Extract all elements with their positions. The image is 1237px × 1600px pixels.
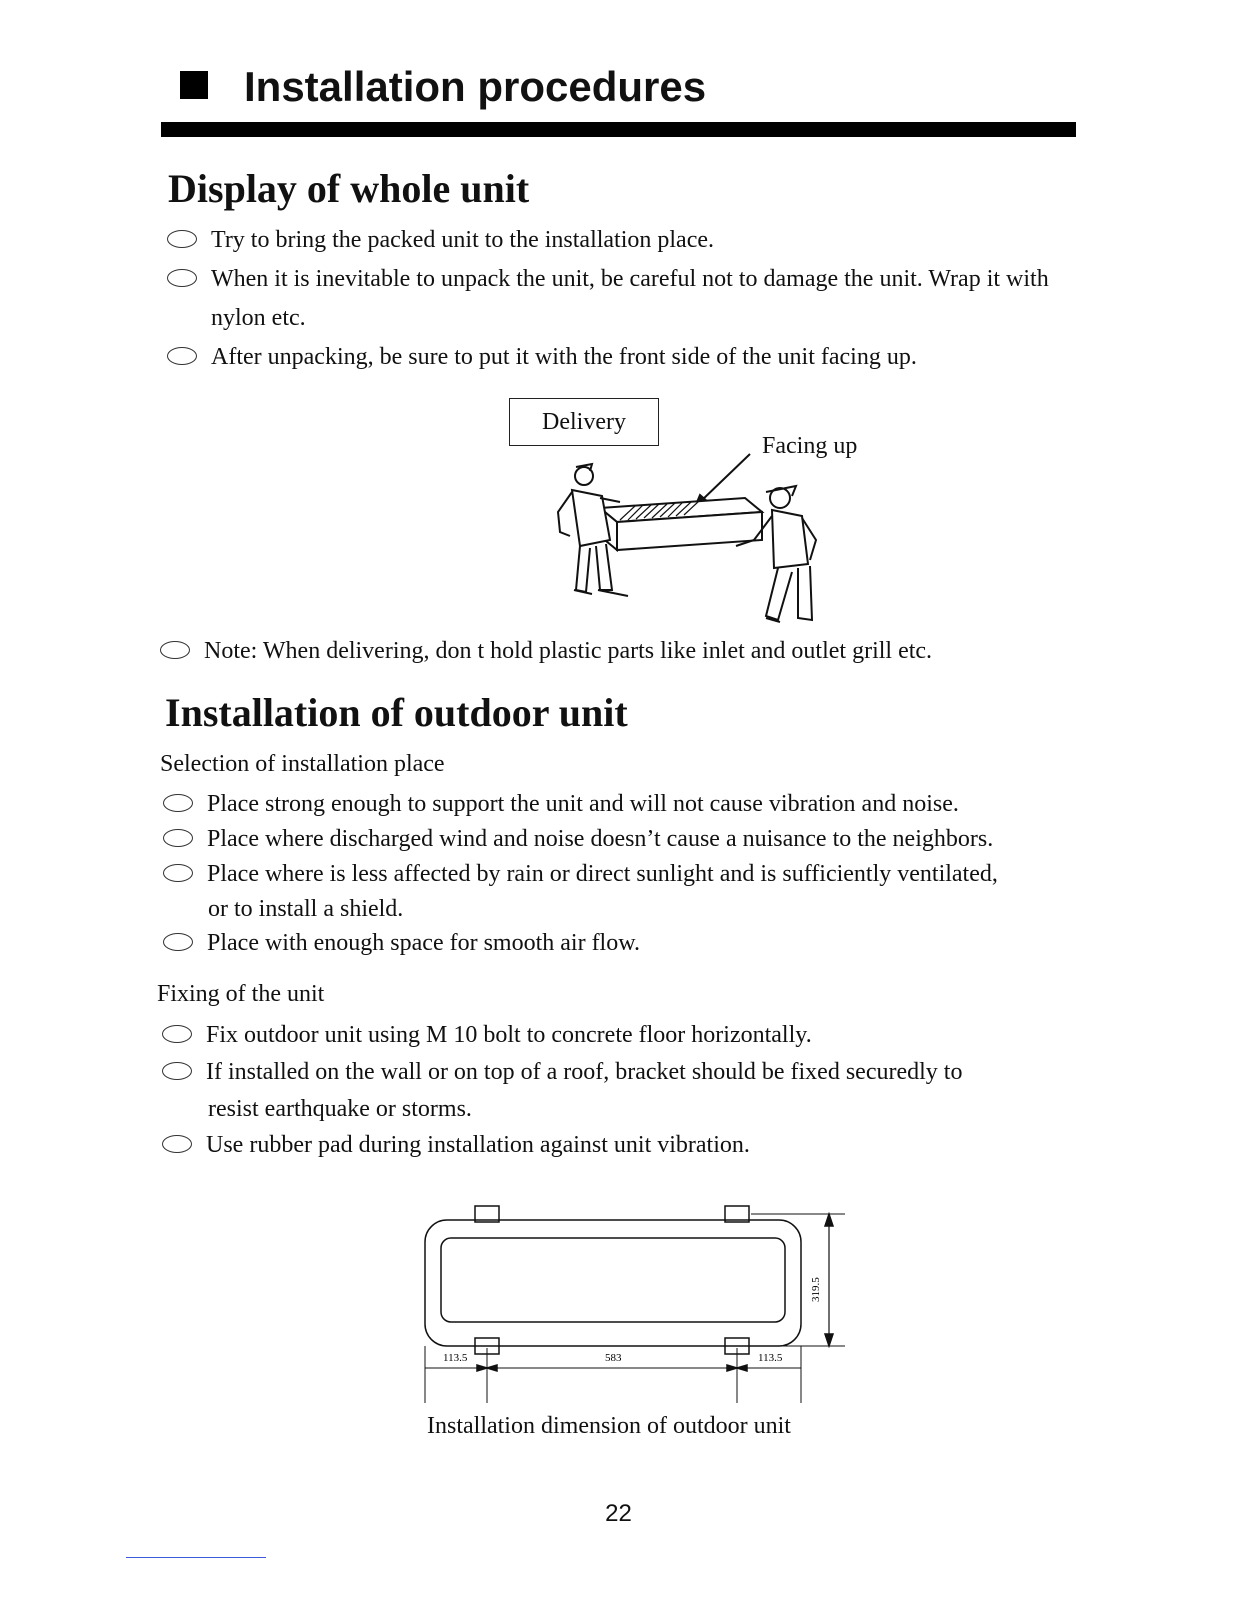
oval-bullet-icon: [167, 230, 197, 248]
facing-up-label: Facing up: [762, 433, 858, 459]
arrow-head-icon: [737, 1365, 747, 1371]
arrow-head-icon: [825, 1214, 833, 1226]
oval-bullet-icon: [163, 829, 193, 847]
list-item: After unpacking, be sure to put it with the front side of the unit facing up.: [167, 343, 917, 371]
list-item: Place with enough space for smooth air flow.: [163, 929, 640, 957]
arrow-head-icon: [825, 1334, 833, 1346]
dim-right-label: 113.5: [758, 1352, 783, 1364]
delivery-label-box: Delivery: [509, 398, 659, 446]
square-bullet-icon: [180, 71, 208, 99]
facing-up-arrow: [700, 454, 750, 502]
list-item: Use rubber pad during installation against unit vibration.: [162, 1131, 750, 1159]
list-item: When it is inevitable to unpack the unit, be careful not to damage the unit. Wrap it with: [167, 265, 1049, 293]
list-item: Try to bring the packed unit to the installation place.: [167, 226, 714, 254]
oval-bullet-icon: [163, 864, 193, 882]
list-item: If installed on the wall or on top of a roof, bracket should be fixed securedly to: [162, 1058, 962, 1086]
oval-bullet-icon: [162, 1062, 192, 1080]
unit-inner-panel: [441, 1238, 785, 1322]
oval-bullet-icon: [163, 933, 193, 951]
list-item-continuation: nylon etc.: [211, 305, 306, 331]
footer-link-underline[interactable]: [126, 1557, 266, 1558]
outdoor-unit-dimension-diagram: [415, 1198, 855, 1408]
note: Note: When delivering, don t hold plastic parts like inlet and outlet grill etc.: [160, 637, 932, 665]
page-title: Installation procedures: [180, 62, 706, 112]
dim-middle-label: 583: [605, 1352, 622, 1364]
diagram-caption: Installation dimension of outdoor unit: [427, 1413, 791, 1439]
oval-bullet-icon: [167, 269, 197, 287]
list-item-continuation: or to install a shield.: [208, 896, 404, 922]
arrow-head-icon: [487, 1365, 497, 1371]
delivery-illustration: [540, 440, 840, 630]
list-item-continuation: resist earthquake or storms.: [208, 1096, 472, 1122]
packed-unit: [600, 498, 762, 550]
dim-left-label: 113.5: [443, 1352, 468, 1364]
list-item: Place where is less affected by rain or direct sunlight and is sufficiently ventilated,: [163, 860, 998, 888]
oval-bullet-icon: [167, 347, 197, 365]
section-heading-outdoor: Installation of outdoor unit: [165, 690, 628, 735]
list-item: Place strong enough to support the unit and will not cause vibration and noise.: [163, 790, 959, 818]
title-rule: [161, 122, 1076, 137]
subheading-fixing: Fixing of the unit: [157, 981, 325, 1007]
oval-bullet-icon: [163, 794, 193, 812]
oval-bullet-icon: [162, 1135, 192, 1153]
list-item: Place where discharged wind and noise doesn’t cause a nuisance to the neighbors.: [163, 825, 993, 853]
subheading-selection: Selection of installation place: [160, 751, 445, 777]
oval-bullet-icon: [162, 1025, 192, 1043]
list-item: Fix outdoor unit using M 10 bolt to concrete floor horizontally.: [162, 1021, 812, 1049]
dim-height-label: 319.5: [810, 1277, 822, 1302]
section-heading-display: Display of whole unit: [168, 166, 530, 211]
unit-outline: [425, 1220, 801, 1346]
page-number: 22: [605, 1500, 632, 1527]
oval-bullet-icon: [160, 641, 190, 659]
